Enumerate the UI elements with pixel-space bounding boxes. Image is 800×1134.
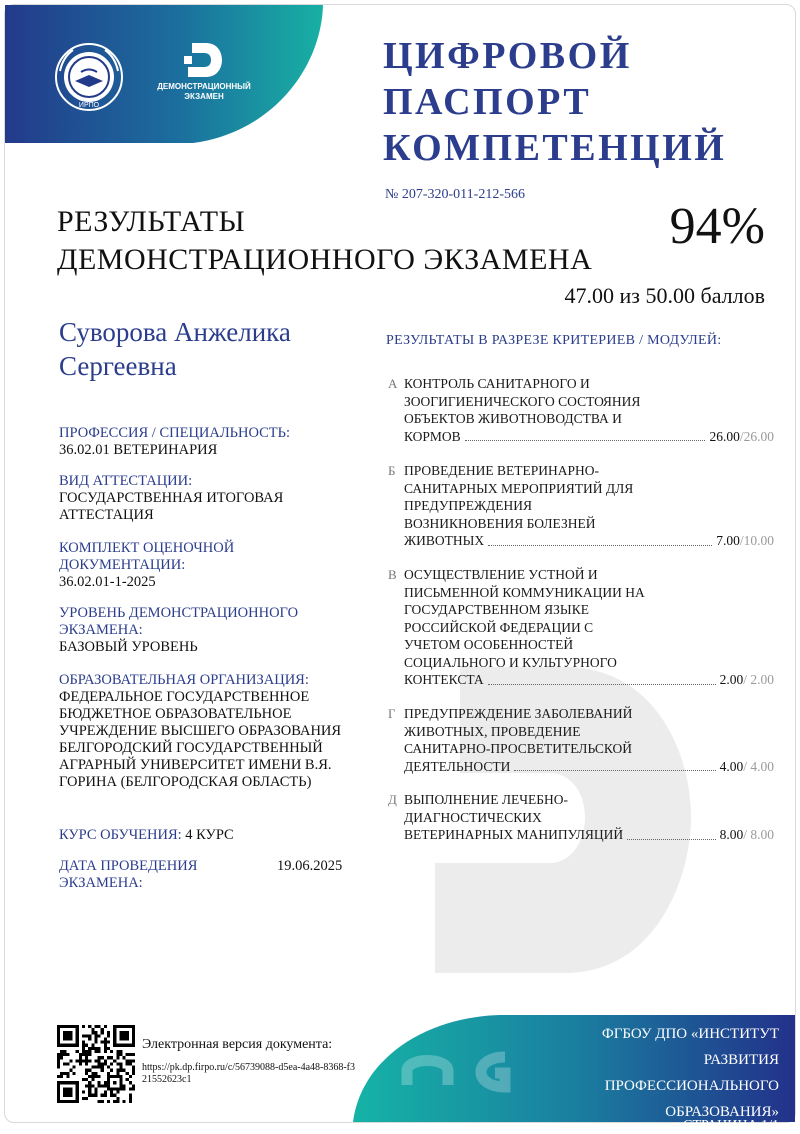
results-heading (57, 203, 657, 279)
criterion-letter: В (388, 567, 397, 582)
criterion-max: / 8.00 (743, 827, 774, 842)
info-profession (59, 425, 354, 459)
criterion-max: /26.00 (739, 428, 774, 444)
info-attestation (59, 473, 354, 524)
dot-leader (514, 770, 715, 771)
criterion-item (388, 462, 774, 550)
info-value: БАЗОВЫЙ УРОВЕНЬ (59, 639, 198, 655)
qr-code-icon[interactable] (57, 1025, 135, 1103)
criterion-score: 7.00 (716, 533, 740, 548)
criterion-letter: Г (388, 706, 396, 721)
criterion-text: ПРОВЕДЕНИЕ ВЕТЕРИНАРНО- (404, 463, 599, 478)
result-points: 47.00 из 50.00 баллов (564, 283, 765, 308)
dot-leader (488, 545, 712, 546)
de-logo-icon (182, 41, 226, 79)
title-line: КОМПЕТЕНЦИЙ (383, 127, 727, 169)
criterion-text: ПРЕДУПРЕЖДЕНИЕ ЗАБОЛЕВАНИЙ (404, 706, 633, 721)
criterion-text: УЧЕТОМ ОСОБЕННОСТЕЙ (404, 637, 574, 652)
criterion-item (388, 791, 774, 844)
criterion-score: 8.00 (719, 827, 744, 842)
page-number: СТРАНИЦА 1/1 (683, 1118, 779, 1133)
criterion-text: ОБЪЕКТОВ ЖИВОТНОВОДСТВА И (404, 411, 622, 426)
criterion-text: ЗООГИГИЕНИЧЕСКОГО СОСТОЯНИЯ (404, 393, 641, 409)
criterion-max: / 2.00 (743, 672, 774, 687)
info-value: ФЕДЕРАЛЬНОЕ ГОСУДАРСТВЕННОЕ БЮДЖЕТНОЕ ОБРАЗОВАТЕЛЬНОЕ УЧРЕЖДЕНИЕ ВЫСШЕГО ОБРАЗОВАНИЯ БЕЛГОРОДСКИЙ ГОСУДАРСТВЕННЫЙ АГРАРНЫЙ УНИВЕРСИТЕТ ИМЕНИ В.Я. ГОРИНА (БЕЛГОРОДСКАЯ ОБЛАСТЬ) (59, 689, 342, 790)
criterion-max: /10.00 (739, 533, 774, 548)
criterion-score: 2.00 (719, 672, 744, 687)
info-value: 36.02.01-1-2025 (59, 574, 156, 590)
info-value: 19.06.2025 (277, 858, 343, 874)
info-organization (59, 672, 354, 791)
dot-leader (627, 839, 716, 840)
org-line: РАЗВИТИЯ (703, 1052, 779, 1068)
result-percent: 94% (669, 198, 765, 255)
criterion-text: ВОЗНИКНОВЕНИЯ БОЛЕЗНЕЙ (404, 515, 596, 531)
info-label: УРОВЕНЬ ДЕМОНСТРАЦИОННОГО ЭКЗАМЕНА: (59, 605, 299, 638)
info-label: ОБРАЗОВАТЕЛЬНАЯ ОРГАНИЗАЦИЯ: (59, 672, 309, 688)
dot-leader (488, 684, 716, 685)
dot-leader (465, 440, 706, 441)
criterion-text: ЖИВОТНЫХ (404, 533, 485, 548)
info-date (59, 858, 354, 892)
de-logo-line: ЭКЗАМЕН (184, 92, 224, 101)
info-kit (59, 540, 354, 591)
criterion-item (388, 566, 774, 689)
criterion-max: / 4.00 (743, 758, 774, 774)
document-title (383, 33, 783, 171)
title-line: ПАСПОРТ (383, 81, 592, 123)
criterion-text: ПРЕДУПРЕЖДЕНИЯ (404, 498, 532, 513)
title-line: ЦИФРОВОЙ (383, 35, 632, 77)
document-page (4, 4, 796, 1133)
criterion-text: ГОСУДАРСТВЕННОМ ЯЗЫКЕ (404, 602, 589, 617)
electronic-version-label: Электронная версия документа: (142, 1037, 333, 1052)
info-label: КУРС ОБУЧЕНИЯ: (59, 827, 182, 843)
info-label: ПРОФЕССИЯ / СПЕЦИАЛЬНОСТЬ: (59, 425, 291, 441)
criterion-text: КОРМОВ (404, 428, 461, 444)
organization-name (565, 1021, 779, 1125)
info-level (59, 605, 354, 656)
criterion-text: ВЫПОЛНЕНИЕ ЛЕЧЕБНО- (404, 792, 569, 807)
person-name-line: Сергеевна (59, 351, 177, 381)
criterion-text: САНИТАРНЫХ МЕРОПРИЯТИЙ ДЛЯ (404, 480, 634, 496)
criterion-score: 4.00 (719, 758, 744, 774)
criterion-letter: Б (388, 463, 396, 478)
criterion-score: 26.00 (709, 428, 740, 444)
info-value: ГОСУДАРСТВЕННАЯ ИТОГОВАЯ АТТЕСТАЦИЯ (59, 490, 284, 523)
criterion-text: ДЕЯТЕЛЬНОСТИ (404, 758, 511, 774)
document-number: № 207-320-011-212-566 (385, 187, 525, 202)
criterion-item (388, 375, 774, 445)
demo-exam-logo (149, 41, 259, 102)
criterion-letter: Д (388, 792, 397, 807)
results-heading-line: ДЕМОНСТРАЦИОННОГО ЭКЗАМЕНА (57, 243, 593, 276)
criterion-text: ВЕТЕРИНАРНЫХ МАНИПУЛЯЦИЙ (404, 827, 624, 842)
criterion-text: КОНТЕКСТА (404, 672, 484, 687)
org-line: ФГБОУ ДПО «ИНСТИТУТ (601, 1026, 779, 1042)
person-name (59, 315, 359, 383)
criterion-text: КОНТРОЛЬ САНИТАРНОГО И (404, 376, 590, 391)
info-course (59, 827, 354, 844)
criterion-letter: А (388, 376, 398, 391)
criterion-text: ЖИВОТНЫХ, ПРОВЕДЕНИЕ (404, 723, 581, 739)
info-value: 4 КУРС (185, 827, 234, 843)
info-value: 36.02.01 ВЕТЕРИНАРИЯ (59, 442, 218, 458)
emblem-label: ИРПО (78, 102, 100, 109)
criterion-text: ОСУЩЕСТВЛЕНИЕ УСТНОЙ И (404, 567, 598, 582)
criterion-text: СОЦИАЛЬНОГО И КУЛЬТУРНОГО (404, 654, 617, 670)
info-label: ДАТА ПРОВЕДЕНИЯ ЭКЗАМЕНА: (59, 858, 198, 891)
criterion-text: САНИТАРНО-ПРОСВЕТИТЕЛЬСКОЙ (404, 741, 633, 756)
info-label: КОМПЛЕКТ ОЦЕНОЧНОЙ ДОКУМЕНТАЦИИ: (59, 540, 235, 573)
info-label: ВИД АТТЕСТАЦИИ: (59, 473, 193, 489)
person-name-line: Суворова Анжелика (59, 317, 291, 347)
criterion-text: ПИСЬМЕННОЙ КОММУНИКАЦИИ НА (404, 584, 645, 600)
criterion-item (388, 705, 774, 775)
criterion-text: РОССИЙСКОЙ ФЕДЕРАЦИИ С (404, 619, 594, 635)
de-logo-line: ДЕМОНСТРАЦИОННЫЙ (157, 82, 251, 91)
irpo-emblem-icon (53, 41, 125, 113)
document-url-link[interactable]: https://pk.dp.firpo.ru/c/56739088-d5ea-4a48-8368-f321552623c1 (142, 1062, 356, 1085)
logos (53, 41, 263, 111)
results-heading-line: РЕЗУЛЬТАТЫ (57, 205, 246, 238)
org-line: ОБРАЗОВАНИЯ» (665, 1104, 779, 1120)
criteria-heading: РЕЗУЛЬТАТЫ В РАЗРЕЗЕ КРИТЕРИЕВ / МОДУЛЕЙ: (386, 333, 722, 348)
electronic-version (142, 1037, 357, 1086)
org-line: ПРОФЕССИОНАЛЬНОГО (604, 1078, 779, 1094)
criterion-text: ДИАГНОСТИЧЕСКИХ (404, 809, 542, 825)
